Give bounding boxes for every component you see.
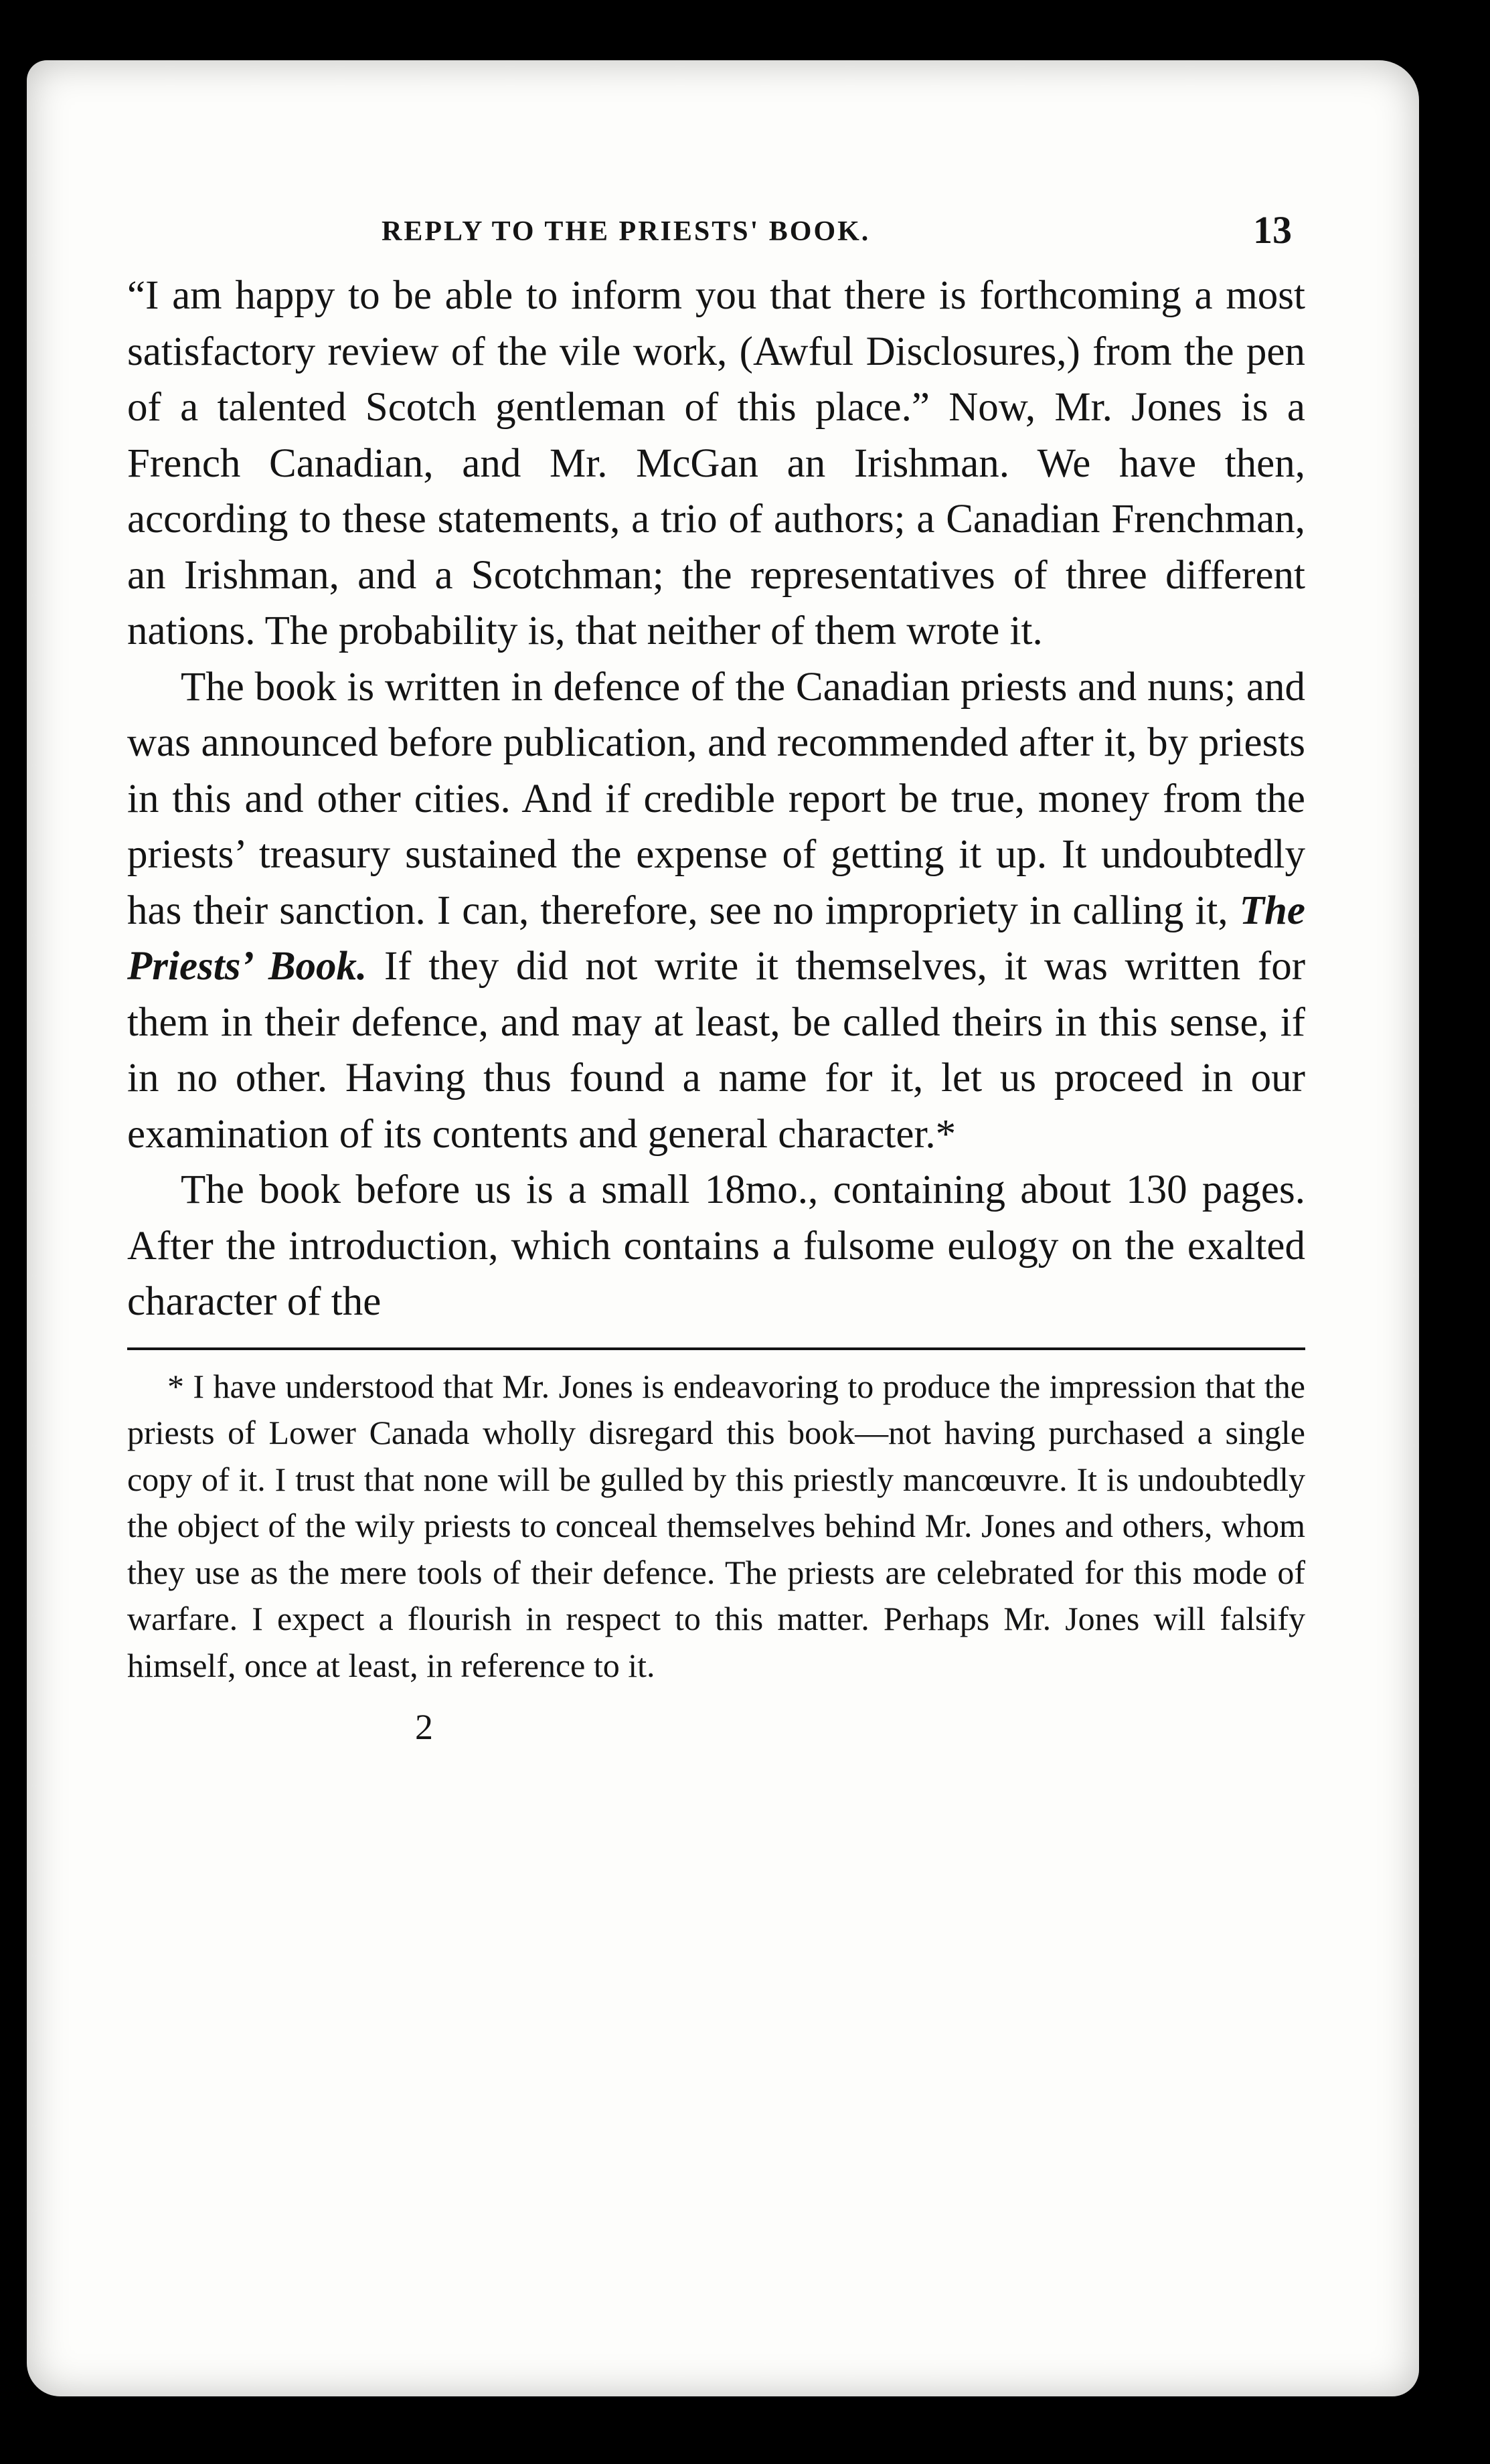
book-title-italic: The Priests’ Book. bbox=[127, 888, 1305, 989]
footnote: * I have understood that Mr. Jones is endeavoring to produce the impression that the priests of Lower Canada wholly disregard this book—not having purchased a single copy of it. I trust that none will be gulled by this priestly mancœuvre. It is undoubtedly the object of the wily priests to conceal themselves behind Mr. Jones and others, whom they use as the mere tools of their defence. The priests are celebrated for this mode of warfare. I expect a flourish in respect to this matter. Perhaps Mr. Jones will falsify himself, once at least, in reference to it. bbox=[127, 1367, 1305, 1684]
book-page bbox=[127, 208, 1305, 1748]
paragraph-3: The book before us is a small 18mo., containing about 130 pages. After the introduction, which contains a fulsome eulogy on the exalted character of the bbox=[127, 1167, 1305, 1324]
footnote-rule bbox=[127, 1347, 1305, 1350]
signature-mark: 2 bbox=[415, 1707, 433, 1747]
running-title: REPLY TO THE PRIESTS' BOOK. bbox=[382, 216, 871, 247]
page-number: 13 bbox=[1253, 208, 1292, 252]
paragraph-2-text-a: The book is written in defence of the Canadian priests and nuns; and was announced before publication, and recommended after it, by priests in this and other cities. And if credible report be true, money from the priests’ treasury sustained the expense of getting it up. It undoubtedly has their sanction. I can, therefore, see no impropriety in calling it, bbox=[127, 664, 1305, 933]
running-head bbox=[127, 208, 1305, 268]
paragraph-2-text-b: If they did not write it themselves, it was written for them in their defence, and may at least, be called theirs in this sense, if in no other. Having thus found a name for it, let us proceed in our examination of its contents and general character.* bbox=[127, 944, 1306, 1157]
paragraph-1: “I am happy to be able to inform you that there is forthcoming a most satisfactory review of the vile work, (Awful Disclosures,) from the pen of a talented Scotch gentleman of this place.” Now, Mr. Jones is a French Canadian, and Mr. McGan an Irishman. We have then, according to these statements, a trio of authors; a Canadian Frenchman, an Irishman, and a Scotchman; the representatives of three different nations. The probability is, that neither of them wrote it. bbox=[127, 273, 1305, 653]
paragraph-2 bbox=[127, 659, 1305, 1163]
